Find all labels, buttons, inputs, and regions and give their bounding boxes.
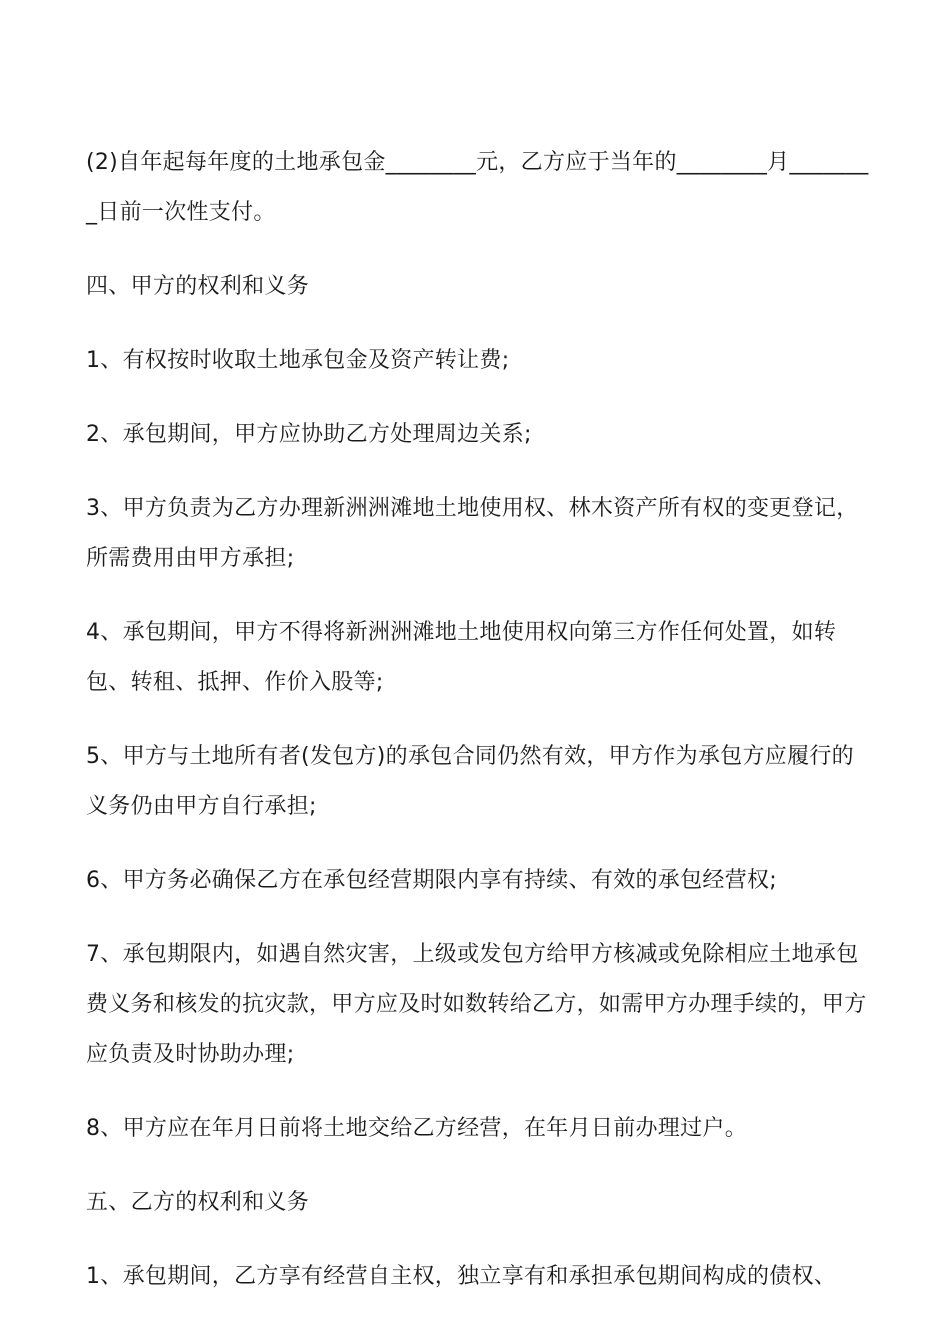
party-a-clause-4: 4、承包期间，甲方不得将新洲洲滩地土地使用权向第三方作任何处置，如转包、转租、抵押、作价入股等; <box>86 620 837 695</box>
section-heading-party-b: 五、乙方的权利和义务 <box>86 1190 310 1215</box>
payment-clause: (2)自年起每年度的土地承包金________元，乙方应于当年的________月________日前一次性支付。 <box>86 150 869 225</box>
party-a-clause-2: 2、承包期间，甲方应协助乙方处理周边关系; <box>86 422 532 447</box>
section-heading-party-a: 四、甲方的权利和义务 <box>86 274 310 299</box>
party-a-clause-6: 6、甲方务必确保乙方在承包经营期限内享有持续、有效的承包经营权; <box>86 868 778 893</box>
party-a-clause-3: 3、甲方负责为乙方办理新洲洲滩地土地使用权、林木资产所有权的变更登记，所需费用由甲方承担; <box>86 496 859 571</box>
party-a-clause-5: 5、甲方与土地所有者(发包方)的承包合同仍然有效，甲方作为承包方应履行的义务仍由甲方自行承担; <box>86 744 854 819</box>
party-b-clause-1: 1、承包期间，乙方享有经营自主权，独立享有和承担承包期间构成的债权、 <box>86 1264 837 1289</box>
party-a-clause-8: 8、甲方应在年月日前将土地交给乙方经营，在年月日前办理过户。 <box>86 1116 747 1141</box>
document-body <box>86 138 876 1302</box>
party-a-clause-7: 7、承包期限内，如遇自然灾害，上级或发包方给甲方核减或免除相应土地承包费义务和核发的抗灾款，甲方应及时如数转给乙方，如需甲方办理手续的，甲方应负责及时协助办理; <box>86 942 867 1067</box>
party-a-clause-1: 1、有权按时收取土地承包金及资产转让费; <box>86 348 510 373</box>
